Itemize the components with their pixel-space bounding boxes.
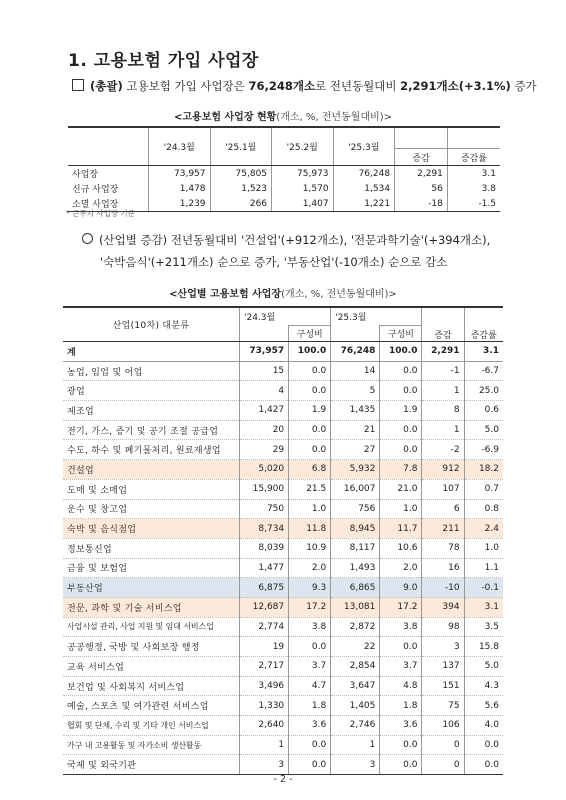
cell-2024-count: 3,496	[240, 676, 289, 696]
industry-name: 전문, 과학 및 기술 서비스업	[63, 597, 240, 617]
row-label: 사업장	[72, 170, 99, 180]
cell: 1,407	[272, 196, 334, 212]
cell-diff: 78	[422, 538, 464, 558]
cell-2024-count: 2,640	[240, 716, 289, 736]
industry-name: 공공행정, 국방 및 사회보장 행정	[63, 637, 240, 657]
summary-text-2: 로 전년동월대비	[315, 79, 397, 93]
cell-2024-count: 20	[240, 420, 289, 440]
industry-name: 정보통신업	[63, 538, 240, 558]
table1-title: <고용보험 사업장 현황	[174, 112, 277, 123]
cell-2025-share: 3.7	[380, 657, 422, 677]
cell-2024-count: 19	[240, 637, 289, 657]
cell-2024-share: 1.9	[289, 401, 331, 421]
table-row	[63, 578, 503, 598]
industry-name: 부동산업	[63, 578, 240, 598]
cell-diff: 0	[422, 735, 464, 755]
cell-diff: 3	[422, 637, 464, 657]
cell-rate: 4.0	[464, 716, 503, 736]
cell-2025-share: 7.8	[380, 460, 422, 480]
cell-2024-count: 1	[240, 735, 289, 755]
cell-2025-share: 0.0	[380, 361, 422, 381]
table-row	[68, 181, 500, 196]
cell: 75,973	[272, 166, 334, 182]
table2-col-category: 산업(10차) 대분류	[63, 307, 240, 342]
cell-diff: 8	[422, 401, 464, 421]
cell-2024-count: 15,900	[240, 479, 289, 499]
checkbox-square-icon	[72, 79, 84, 91]
cell-2024-share: 6.8	[289, 460, 331, 480]
cell-2025-count: 21	[331, 420, 380, 440]
cell-diff: 0	[422, 755, 464, 775]
cell-2024-share: 10.9	[289, 538, 331, 558]
cell-2024-share: 0.0	[289, 637, 331, 657]
cell-2025-count: 1	[331, 735, 380, 755]
table2-blank	[289, 307, 331, 326]
cell-2024-count: 5,020	[240, 460, 289, 480]
cell-rate: 1.1	[464, 558, 503, 578]
cell-diff: 394	[422, 597, 464, 617]
cell-2025-count: 8,945	[331, 519, 380, 539]
cell-2024-share: 1.0	[289, 499, 331, 519]
industry-name: 가구 내 고용활동 및 자가소비 생산활동	[63, 735, 240, 755]
cell-2024-share: 21.5	[289, 479, 331, 499]
cell-rate: 0.0	[464, 755, 503, 775]
cell: 1,221	[333, 196, 395, 212]
cell-2025-share: 0.0	[380, 381, 422, 401]
page-number: - 2 -	[273, 774, 293, 785]
cell-2024-count: 1,477	[240, 558, 289, 578]
cell: 3.1	[447, 166, 500, 182]
cell-rate: -0.1	[464, 578, 503, 598]
cell-2025-count: 8,117	[331, 538, 380, 558]
cell-2025-count: 1,493	[331, 558, 380, 578]
cell-rate: -6.7	[464, 361, 503, 381]
industry-table	[63, 306, 503, 775]
table2-title: <산업별 고용보험 사업장	[169, 289, 282, 300]
industry-name: 보건업 및 사회복지 서비스업	[63, 676, 240, 696]
cell-2025-share: 11.7	[380, 519, 422, 539]
cell-diff: 137	[422, 657, 464, 677]
industry-name: 예술, 스포츠 및 여가관련 서비스업	[63, 696, 240, 716]
cell: 73,957	[149, 166, 211, 182]
row-label: 신규 사업장	[72, 185, 119, 195]
cell-2025-share: 100.0	[380, 342, 422, 362]
table-row	[63, 597, 503, 617]
table2-title-sub: (개소, %, 전년동월대비)>	[281, 289, 397, 300]
table-row	[63, 716, 503, 736]
cell-2025-share: 0.0	[380, 735, 422, 755]
cell-2024-share: 3.6	[289, 716, 331, 736]
cell-rate: 5.6	[464, 696, 503, 716]
cell-rate: 4.3	[464, 676, 503, 696]
cell-diff: 6	[422, 499, 464, 519]
cell: 75,805	[210, 166, 272, 182]
cell-2025-share: 3.6	[380, 716, 422, 736]
cell-2024-count: 3	[240, 755, 289, 775]
table1-title-sub: (개소, %, 전년동월대비)>	[276, 112, 392, 123]
table1-col-header: '25.3월	[333, 127, 395, 166]
cell-2024-count: 750	[240, 499, 289, 519]
industry-name: 수도, 하수 및 폐기물처리, 원료재생업	[63, 440, 240, 460]
table-row	[68, 166, 500, 182]
table-row	[63, 617, 503, 637]
cell-diff: 1	[422, 381, 464, 401]
table-row	[63, 637, 503, 657]
cell-2024-count: 6,875	[240, 578, 289, 598]
cell-2024-share: 0.0	[289, 420, 331, 440]
cell-2024-count: 15	[240, 361, 289, 381]
cell-2025-share: 2.0	[380, 558, 422, 578]
cell-rate: 1.0	[464, 538, 503, 558]
table-row	[63, 401, 503, 421]
table-row-total	[63, 342, 503, 362]
table1-col-header: '24.3월	[149, 127, 211, 166]
cell-2024-share: 17.2	[289, 597, 331, 617]
summary-value-2: 2,291개소(+3.1%)	[400, 79, 511, 93]
cell-rate: 5.0	[464, 420, 503, 440]
cell-diff: 211	[422, 519, 464, 539]
establishment-summary-table	[68, 126, 500, 212]
cell-2025-share: 1.0	[380, 499, 422, 519]
cell-2025-share: 21.0	[380, 479, 422, 499]
table-row	[63, 538, 503, 558]
cell-2024-count: 2,774	[240, 617, 289, 637]
cell-2025-share: 0.0	[380, 755, 422, 775]
industry-name: 국제 및 외국기관	[63, 755, 240, 775]
cell-diff: -2	[422, 440, 464, 460]
industry-name: 제조업	[63, 401, 240, 421]
cell-diff: 16	[422, 558, 464, 578]
circle-bullet-icon	[82, 233, 93, 244]
summary-text-3: 증가	[514, 79, 537, 93]
table2-blank	[380, 307, 422, 326]
table1-col-header: '25.2월	[272, 127, 334, 166]
cell-2025-count: 2,872	[331, 617, 380, 637]
cell: -1.5	[447, 196, 500, 212]
cell: -18	[395, 196, 448, 212]
table1-col-header: '25.1월	[210, 127, 272, 166]
cell-diff: 1	[422, 420, 464, 440]
cell-2025-share: 1.9	[380, 401, 422, 421]
overall-summary	[72, 78, 537, 94]
cell-rate: -6.9	[464, 440, 503, 460]
table-row	[63, 676, 503, 696]
sector-summary-line-1	[82, 229, 512, 251]
cell: 56	[395, 181, 448, 196]
industry-name: 광업	[63, 381, 240, 401]
cell-2024-share: 0.0	[289, 735, 331, 755]
sector-summary	[82, 229, 512, 273]
table-row	[63, 381, 503, 401]
industry-name: 전기, 가스, 증기 및 공기 조절 공급업	[63, 420, 240, 440]
table2-blank	[240, 326, 289, 342]
table-row	[63, 460, 503, 480]
industry-name: 운수 및 창고업	[63, 499, 240, 519]
industry-name: 건설업	[63, 460, 240, 480]
table1-blank	[447, 127, 500, 149]
cell-2025-count: 3,647	[331, 676, 380, 696]
cell-2025-share: 10.6	[380, 538, 422, 558]
cell-2024-share: 3.7	[289, 657, 331, 677]
cell: 1,534	[333, 181, 395, 196]
table-row	[63, 657, 503, 677]
table-row	[63, 479, 503, 499]
cell-rate: 0.7	[464, 479, 503, 499]
cell-2024-count: 12,687	[240, 597, 289, 617]
cell-2025-count: 2,854	[331, 657, 380, 677]
cell-2025-count: 2,746	[331, 716, 380, 736]
cell-2025-count: 756	[331, 499, 380, 519]
cell-2024-share: 0.0	[289, 440, 331, 460]
row-label: 소멸 사업장	[68, 196, 149, 212]
table2-col-y24: '24.3월	[240, 307, 289, 326]
table1-note: * 근무지 사업장 기준	[66, 209, 135, 218]
cell-2024-share: 4.7	[289, 676, 331, 696]
table-row	[63, 519, 503, 539]
table2-col-rate: 증감률	[464, 307, 503, 342]
summary-prefix: (총괄)	[90, 79, 123, 93]
sector-summary-line-1-text: (산업별 증감) 전년동월대비 '건설업'(+912개소), '전문과학기술'(+394개소),	[99, 233, 491, 247]
cell-2025-share: 0.0	[380, 440, 422, 460]
cell-rate: 15.8	[464, 637, 503, 657]
industry-name: 숙박 및 음식점업	[63, 519, 240, 539]
cell-rate: 0.8	[464, 499, 503, 519]
table1-caption	[0, 108, 566, 123]
cell-2024-count: 8,734	[240, 519, 289, 539]
cell-rate: 3.1	[464, 342, 503, 362]
cell-2025-count: 5	[331, 381, 380, 401]
industry-name: 계	[63, 342, 240, 362]
cell-2024-share: 100.0	[289, 342, 331, 362]
cell-rate: 2.4	[464, 519, 503, 539]
table1-col-header: 증감	[395, 149, 448, 166]
industry-name: 도매 및 소매업	[63, 479, 240, 499]
table-row	[63, 361, 503, 381]
cell: 2,291	[395, 166, 448, 182]
cell: 76,248	[333, 166, 395, 182]
table1-blank	[395, 127, 448, 149]
cell-2025-count: 1,405	[331, 696, 380, 716]
summary-text-1: 고용보험 가입 사업장은	[126, 79, 245, 93]
cell-2025-count: 22	[331, 637, 380, 657]
cell-2025-count: 76,248	[331, 342, 380, 362]
table-row	[63, 420, 503, 440]
cell-2024-share: 0.0	[289, 381, 331, 401]
cell-diff: 912	[422, 460, 464, 480]
cell: 1,478	[149, 181, 211, 196]
table2-col-y25: '25.3월	[331, 307, 380, 326]
cell-2025-count: 14	[331, 361, 380, 381]
cell-2024-share: 0.0	[289, 755, 331, 775]
cell-2024-share: 11.8	[289, 519, 331, 539]
cell-2025-share: 1.8	[380, 696, 422, 716]
cell-2025-share: 9.0	[380, 578, 422, 598]
cell-diff: 98	[422, 617, 464, 637]
cell-diff: 107	[422, 479, 464, 499]
cell: 3.8	[447, 181, 500, 196]
cell-rate: 5.0	[464, 657, 503, 677]
table2-header-row	[63, 307, 503, 326]
section-heading: 1. 고용보험 가입 사업장	[68, 51, 259, 71]
cell-2024-count: 1,330	[240, 696, 289, 716]
cell: 1,523	[210, 181, 272, 196]
cell-2024-count: 2,717	[240, 657, 289, 677]
industry-name: 금융 및 보험업	[63, 558, 240, 578]
cell-rate: 3.5	[464, 617, 503, 637]
cell-2024-count: 29	[240, 440, 289, 460]
sector-summary-line-2: '숙박음식'(+211개소) 순으로 증가, '부동산업'(-10개소) 순으로 감소	[100, 255, 448, 269]
cell-2025-count: 6,865	[331, 578, 380, 598]
table-row	[63, 755, 503, 775]
cell-2024-share: 3.8	[289, 617, 331, 637]
cell-2024-count: 1,427	[240, 401, 289, 421]
table2-col-share: 구성비	[289, 326, 331, 342]
cell-2025-share: 4.8	[380, 676, 422, 696]
table2-blank	[331, 326, 380, 342]
cell-2025-share: 3.8	[380, 617, 422, 637]
cell: 1,239	[149, 196, 211, 212]
table2-body	[63, 342, 503, 775]
cell-2025-count: 1,435	[331, 401, 380, 421]
summary-value-1: 76,248개소	[248, 79, 316, 93]
cell-2025-count: 16,007	[331, 479, 380, 499]
cell: 266	[210, 196, 272, 212]
table-row	[63, 696, 503, 716]
cell-rate: 0.6	[464, 401, 503, 421]
table2-col-share: 구성비	[380, 326, 422, 342]
cell-diff: 151	[422, 676, 464, 696]
table1-corner	[68, 127, 149, 166]
cell-2025-share: 0.0	[380, 637, 422, 657]
table-row	[63, 558, 503, 578]
cell-diff: 75	[422, 696, 464, 716]
industry-name: 사업시설 관리, 사업 지원 및 임대 서비스업	[63, 617, 240, 637]
industry-name: 교육 서비스업	[63, 657, 240, 677]
table2-col-diff: 증감	[422, 307, 464, 342]
table-row	[63, 499, 503, 519]
cell-2024-count: 4	[240, 381, 289, 401]
cell-diff: 2,291	[422, 342, 464, 362]
cell-2024-count: 73,957	[240, 342, 289, 362]
cell-2025-share: 17.2	[380, 597, 422, 617]
cell-rate: 3.1	[464, 597, 503, 617]
cell-diff: -1	[422, 361, 464, 381]
cell-2025-share: 0.0	[380, 420, 422, 440]
cell-2024-share: 9.3	[289, 578, 331, 598]
cell-rate: 25.0	[464, 381, 503, 401]
cell: 1,570	[272, 181, 334, 196]
cell-2024-share: 1.8	[289, 696, 331, 716]
cell-2024-count: 8,039	[240, 538, 289, 558]
cell-2024-share: 2.0	[289, 558, 331, 578]
cell-2025-count: 5,932	[331, 460, 380, 480]
cell-2024-share: 0.0	[289, 361, 331, 381]
cell-2025-count: 13,081	[331, 597, 380, 617]
industry-name: 협회 및 단체, 수리 및 기타 개인 서비스업	[63, 716, 240, 736]
table2-caption	[0, 285, 566, 300]
industry-name: 농업, 임업 및 어업	[63, 361, 240, 381]
cell-rate: 18.2	[464, 460, 503, 480]
cell-diff: 106	[422, 716, 464, 736]
cell-2025-count: 27	[331, 440, 380, 460]
cell-rate: 0.0	[464, 735, 503, 755]
table1-col-header: 증감률	[447, 149, 500, 166]
cell-diff: -10	[422, 578, 464, 598]
table-row	[63, 440, 503, 460]
cell-2025-count: 3	[331, 755, 380, 775]
table1-header-row	[68, 127, 500, 149]
table-row	[63, 735, 503, 755]
